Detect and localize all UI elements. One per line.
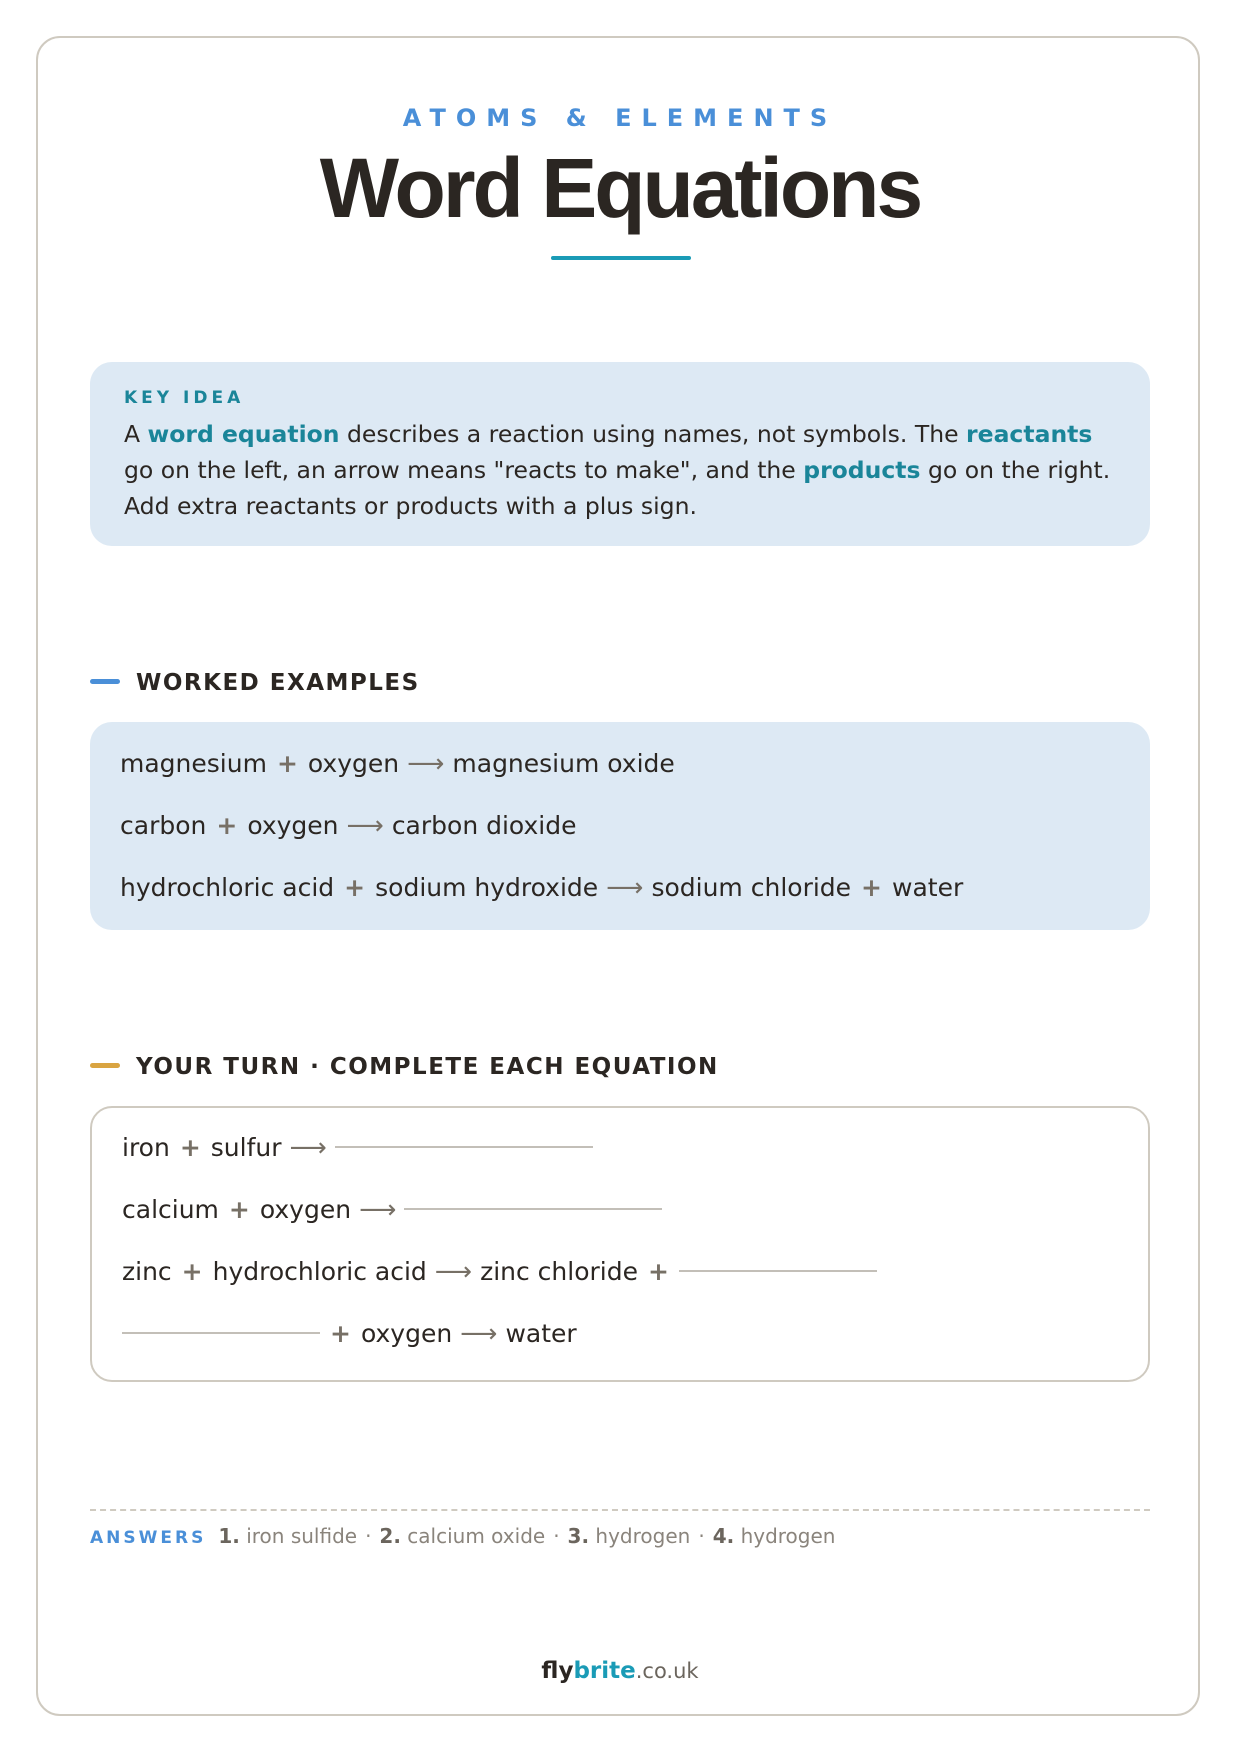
- reactant: oxygen: [360, 1319, 453, 1348]
- arrow-icon: ⟶: [346, 811, 384, 841]
- answers-line: [90, 1524, 835, 1548]
- key-idea-text: [124, 416, 1116, 524]
- answer-number: 2.: [379, 1524, 401, 1548]
- page-title: Word Equations: [319, 141, 921, 235]
- title-underline: [551, 256, 691, 260]
- product: water: [505, 1319, 577, 1348]
- reactant: hydrochloric acid: [212, 1257, 427, 1286]
- key-idea-text-part: A: [124, 420, 148, 448]
- answer-blank[interactable]: [679, 1270, 877, 1272]
- reactant: hydrochloric acid: [120, 873, 335, 902]
- answer-number: 3.: [567, 1524, 590, 1548]
- practice-equation: [122, 1252, 1118, 1314]
- answer-number: 1.: [218, 1524, 240, 1548]
- arrow-icon: ⟶: [359, 1195, 397, 1225]
- plus-sign: +: [330, 1319, 351, 1348]
- key-idea-text-part: describes a reaction using names, not symbols. The: [339, 420, 967, 448]
- product: sodium chloride: [651, 873, 852, 902]
- plus-sign: +: [179, 1133, 201, 1162]
- key-idea-text-part: go on the left, an arrow means "reacts to make", and the: [124, 456, 804, 484]
- plus-sign: +: [648, 1257, 669, 1286]
- worked-equation: [120, 806, 1120, 868]
- product: carbon dioxide: [391, 811, 577, 840]
- product: magnesium oxide: [452, 749, 675, 778]
- reactant: oxygen: [259, 1195, 352, 1224]
- your-turn-title: YOUR TURN · COMPLETE EACH EQUATION: [136, 1054, 719, 1080]
- product: zinc chloride: [480, 1257, 638, 1286]
- key-idea-label: KEY IDEA: [124, 388, 245, 408]
- arrow-icon: ⟶: [407, 749, 445, 779]
- arrow-icon: ⟶: [606, 873, 644, 903]
- plus-sign: +: [861, 873, 882, 902]
- reactant: calcium: [122, 1195, 219, 1224]
- reactant: iron: [122, 1133, 170, 1162]
- answer-text: hydrogen: [595, 1524, 691, 1548]
- your-turn-heading: [90, 1054, 719, 1080]
- answer-blank[interactable]: [335, 1146, 593, 1148]
- answers-label: ANSWERS: [90, 1528, 207, 1548]
- practice-equation: [122, 1314, 1118, 1376]
- arrow-icon: ⟶: [460, 1319, 498, 1349]
- reactant: carbon: [120, 811, 207, 840]
- arrow-icon: ⟶: [289, 1133, 327, 1163]
- worked-examples-box: [90, 722, 1150, 930]
- worked-examples-title: WORKED EXAMPLES: [136, 670, 420, 696]
- term-products: products: [803, 456, 921, 484]
- reactant: oxygen: [247, 811, 339, 840]
- reactant: zinc: [122, 1257, 172, 1286]
- section-dash: [90, 1063, 120, 1068]
- your-turn-box: [90, 1106, 1150, 1382]
- section-dash: [90, 679, 120, 684]
- reactant: sodium hydroxide: [375, 873, 599, 902]
- practice-equation: [122, 1190, 1118, 1252]
- plus-sign: +: [228, 1195, 250, 1224]
- answer-text: iron sulfide: [246, 1524, 358, 1548]
- worked-equation: [120, 868, 1120, 930]
- answer-separator: ·: [365, 1524, 372, 1548]
- key-idea-text-part: go on the right. Add extra reactants or products with a plus sign.: [124, 456, 1111, 520]
- answer-blank[interactable]: [404, 1208, 662, 1210]
- worked-examples-heading: [90, 670, 420, 696]
- answer-text: calcium oxide: [407, 1524, 546, 1548]
- key-idea-box: [90, 362, 1150, 546]
- brand-domain: .co.uk: [635, 1659, 699, 1683]
- term-reactants: reactants: [966, 420, 1093, 448]
- footer-brand: [0, 1658, 1240, 1684]
- product: water: [892, 873, 964, 902]
- worked-equation: [120, 744, 1120, 806]
- answer-blank[interactable]: [122, 1332, 320, 1334]
- answer-text: hydrogen: [740, 1524, 836, 1548]
- brand-fly: fly: [541, 1658, 574, 1684]
- answer-number: 4.: [712, 1524, 735, 1548]
- reactant: oxygen: [307, 749, 400, 778]
- reactant: magnesium: [120, 749, 267, 778]
- plus-sign: +: [344, 873, 366, 902]
- term-word-equation: word equation: [147, 420, 340, 448]
- plus-sign: +: [181, 1257, 203, 1286]
- topic-kicker: ATOMS & ELEMENTS: [402, 104, 838, 132]
- brand-brite: brite: [573, 1658, 636, 1684]
- plus-sign: +: [216, 811, 238, 840]
- answer-separator: ·: [698, 1524, 705, 1548]
- plus-sign: +: [276, 749, 298, 778]
- answer-separator: ·: [553, 1524, 560, 1548]
- practice-equation: [122, 1128, 1118, 1190]
- arrow-icon: ⟶: [434, 1257, 473, 1287]
- reactant: sulfur: [210, 1133, 282, 1162]
- answers-divider: [90, 1509, 1150, 1511]
